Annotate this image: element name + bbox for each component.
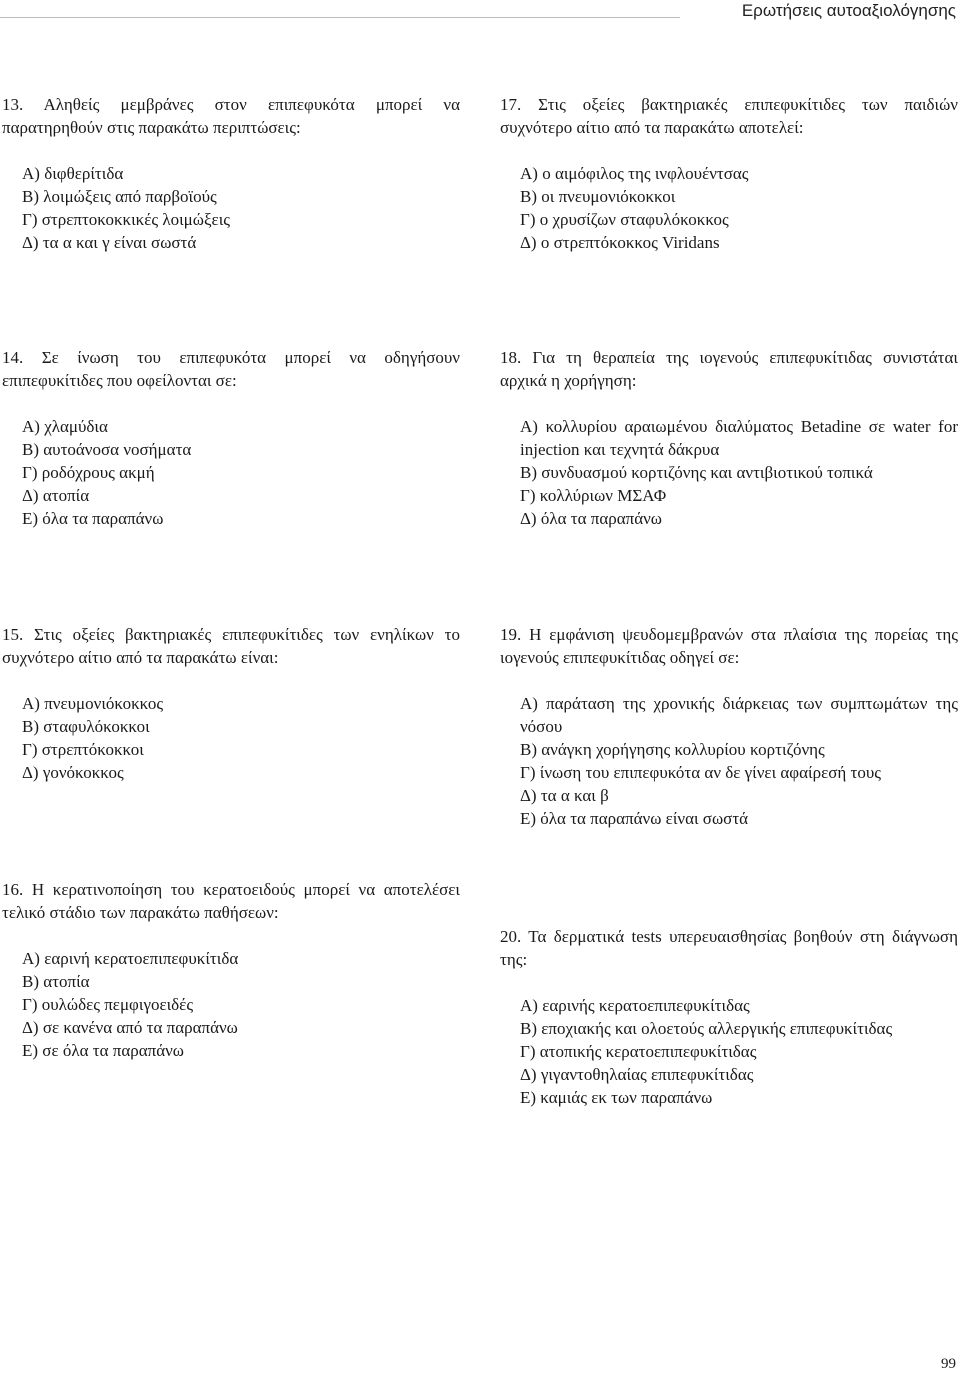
option-a: Α) κολλυρίου αραιωμένου διαλύματος Betadine σε water for injection και τεχνητά δάκρυα [520, 417, 958, 459]
option-a: Α) εαρινή κερατοεπιπεφυκίτιδα [22, 949, 239, 968]
question-options [2, 947, 460, 1062]
option-d: Δ) τα α και γ είναι σωστά [22, 233, 197, 252]
question-stem: 18. Για τη θεραπεία της ιογενούς επιπεφυκίτιδας συνιστάται αρχικά η χορήγηση: [500, 348, 958, 390]
question-stem: 17. Στις οξείες βακτηριακές επιπεφυκίτιδες των παιδιών συχνότερο αίτιο από τα παρακάτω αποτελεί: [500, 95, 958, 137]
option-c: Γ) ατοπικής κερατοεπιπεφυκίτιδας [520, 1042, 757, 1061]
question-14 [2, 346, 460, 530]
option-c: Γ) ουλώδες πεμφιγοειδές [22, 995, 194, 1014]
question-options [500, 415, 958, 530]
question-19 [500, 623, 958, 830]
option-b: Β) αυτοάνοσα νοσήματα [22, 440, 192, 459]
running-header [0, 0, 960, 22]
option-b: Β) ατοπία [22, 972, 90, 991]
option-a: Α) πνευμονιόκοκκος [22, 694, 164, 713]
question-17 [500, 93, 958, 254]
question-18 [500, 346, 958, 530]
option-b: Β) εποχιακής και ολοετούς αλλεργικής επιπεφυκίτιδας [520, 1019, 893, 1038]
option-d: Δ) όλα τα παραπάνω [520, 509, 662, 528]
option-b: Β) συνδυασμού κορτιζόνης και αντιβιοτικού τοπικά [520, 463, 873, 482]
header-rule [0, 17, 680, 18]
question-stem: 13. Αληθείς μεμβράνες στον επιπεφυκότα μπορεί να παρατηρηθούν στις παρακάτω περιπτώσεις: [2, 95, 460, 137]
option-a: Α) ο αιμόφιλος της ινφλουέντσας [520, 164, 749, 183]
question-stem: 19. Η εμφάνιση ψευδομεμβρανών στα πλαίσια της πορείας της ιογενούς επιπεφυκίτιδας οδηγεί σε: [500, 625, 958, 667]
question-20 [500, 925, 958, 1109]
option-d: Δ) τα α και β [520, 786, 609, 805]
question-16 [2, 878, 460, 1062]
option-e: Ε) όλα τα παραπάνω είναι σωστά [520, 809, 749, 828]
question-15 [2, 623, 460, 784]
question-options [2, 162, 460, 254]
option-c: Γ) στρεπτοκοκκικές λοιμώξεις [22, 210, 231, 229]
question-options [500, 692, 958, 830]
question-stem: 20. Τα δερματικά tests υπερευαισθησίας βοηθούν στη διάγνωση της: [500, 927, 958, 969]
question-options [500, 162, 958, 254]
option-d: Δ) ο στρεπτόκοκκος Viridans [520, 233, 720, 252]
question-options [2, 415, 460, 530]
page-number: 99 [941, 1356, 956, 1372]
option-a: Α) χλαμύδια [22, 417, 108, 436]
option-a: Α) διφθερίτιδα [22, 164, 124, 183]
question-stem: 15. Στις οξείες βακτηριακές επιπεφυκίτιδες των ενηλίκων το συχνότερο αίτιο από τα παρακάτω είναι: [2, 625, 460, 667]
option-d: Δ) γονόκοκκος [22, 763, 124, 782]
option-c: Γ) κολλύριων ΜΣΑΦ [520, 486, 667, 505]
option-e: Ε) σε όλα τα παραπάνω [22, 1041, 184, 1060]
option-c: Γ) ο χρυσίζων σταφυλόκοκκος [520, 210, 729, 229]
question-13 [2, 93, 460, 254]
option-d: Δ) σε κανένα από τα παραπάνω [22, 1018, 238, 1037]
option-b: Β) λοιμώξεις από παρβοϊούς [22, 187, 217, 206]
option-a: Α) παράταση της χρονικής διάρκειας των συμπτωμάτων της νόσου [520, 694, 958, 736]
option-e: Ε) όλα τα παραπάνω [22, 509, 164, 528]
option-d: Δ) ατοπία [22, 486, 90, 505]
option-b: Β) ανάγκη χορήγησης κολλυρίου κορτιζόνης [520, 740, 825, 759]
question-stem: 16. Η κερατινοποίηση του κερατοειδούς μπορεί να αποτελέσει τελικό στάδιο των παρακάτω παθήσεων: [2, 880, 460, 922]
option-c: Γ) ροδόχρους ακμή [22, 463, 155, 482]
option-b: Β) οι πνευμονιόκοκκοι [520, 187, 676, 206]
header-title: Ερωτήσεις αυτοαξιολόγησης [741, 1, 956, 20]
question-options [2, 692, 460, 784]
option-d: Δ) γιγαντοθηλαίας επιπεφυκίτιδας [520, 1065, 754, 1084]
question-stem: 14. Σε ίνωση του επιπεφυκότα μπορεί να οδηγήσουν επιπεφυκίτιδες που οφείλονται σε: [2, 348, 460, 390]
option-c: Γ) ίνωση του επιπεφυκότα αν δε γίνει αφαίρεσή τους [520, 763, 882, 782]
option-b: Β) σταφυλόκοκκοι [22, 717, 150, 736]
option-a: Α) εαρινής κερατοεπιπεφυκίτιδας [520, 996, 750, 1015]
option-e: Ε) καμιάς εκ των παραπάνω [520, 1088, 713, 1107]
question-options [500, 994, 958, 1109]
option-c: Γ) στρεπτόκοκκοι [22, 740, 144, 759]
